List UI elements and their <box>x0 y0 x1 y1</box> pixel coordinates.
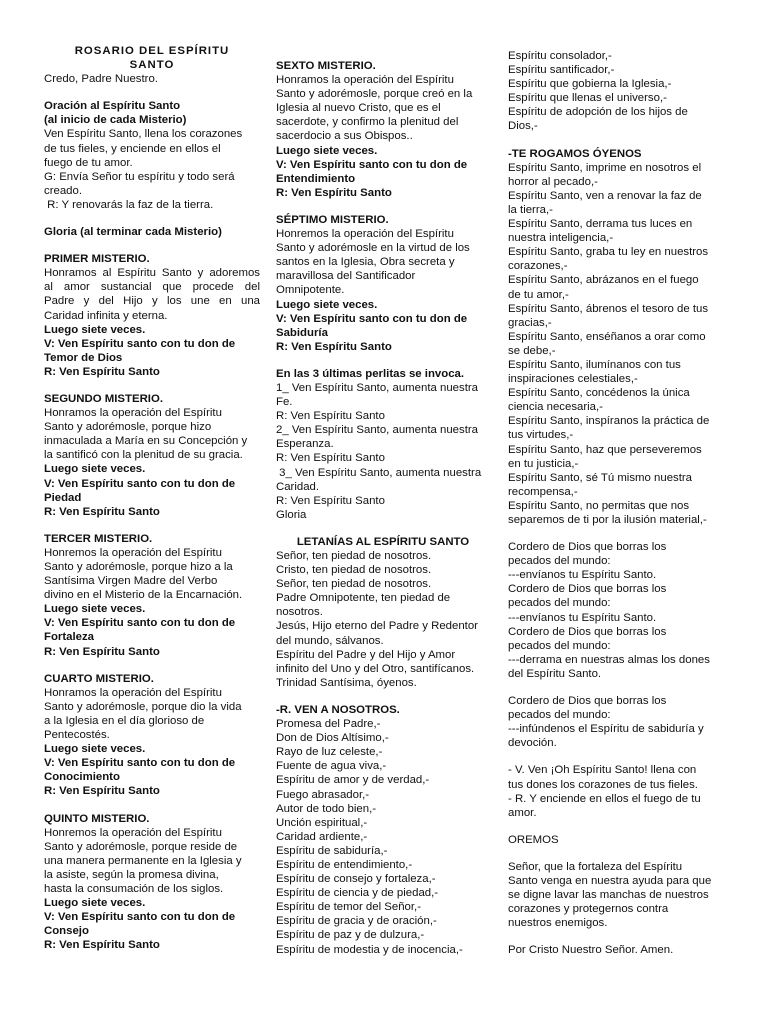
versicle-don: Fortaleza <box>44 631 95 644</box>
petition-line: recompensa,- <box>508 485 578 498</box>
misterio-text-line: Padre y del Hijo y los une en una <box>44 295 260 308</box>
misterio-text-line: Santo y adorémosle, porque hizo <box>44 421 212 434</box>
petition-line: Espíritu Santo, inspíranos la práctica de <box>508 415 710 428</box>
petition-line: Espíritu Santo, haz que perseveremos <box>508 443 702 456</box>
versicle: V: Ven Espíritu santo con tu don de <box>44 477 236 490</box>
letanias-line: Trinidad Santísima, óyenos. <box>276 676 417 689</box>
cordero-line: pecados del mundo: <box>508 555 611 568</box>
oracion-subheading: (al inicio de cada Misterio) <box>44 114 187 127</box>
petition-line: horror al pecado,- <box>508 175 598 188</box>
misterio-text-line: una manera permanente en la Iglesia y <box>44 854 242 867</box>
cordero-line: del Espíritu Santo. <box>508 667 602 680</box>
invocation-line: Espíritu santificador,- <box>508 64 615 77</box>
document-title-line2: SANTO <box>129 59 175 72</box>
misterio-text-line: hasta la consumación de los siglos. <box>44 882 224 895</box>
perlitas-line: 2_ Ven Espíritu Santo, aumenta nuestra <box>276 424 478 437</box>
petition-line: Espíritu Santo, ilumínanos con tus <box>508 358 681 371</box>
perlitas-line: 1_ Ven Espíritu Santo, aumenta nuestra <box>276 381 478 394</box>
luego-siete-veces: Luego siete veces. <box>44 897 146 910</box>
letanias-line: nosotros. <box>276 606 323 619</box>
versicle-don: Consejo <box>44 925 89 938</box>
invocation-line: Promesa del Padre,- <box>276 718 381 731</box>
response: R: Ven Espíritu Santo <box>44 645 160 658</box>
misterio-text-line: Honramos al Espíritu Santo y adoremos <box>44 267 260 280</box>
versicle: V: Ven Espíritu santo con tu don de <box>44 617 236 630</box>
closing-line: Por Cristo Nuestro Señor. Amen. <box>508 944 674 957</box>
petition-line: en tu justicia,- <box>508 457 579 470</box>
petition-line: nuestra inteligencia,- <box>508 232 614 245</box>
invocation-line: Fuego abrasador,- <box>276 788 370 801</box>
versicle-response-line: tus dones los corazones de tus fieles. <box>508 778 698 791</box>
luego-siete-veces: Luego siete veces. <box>44 323 146 336</box>
segundo-misterio-heading: SEGUNDO MISTERIO. <box>44 392 163 405</box>
misterio-text-line: Santo y adorémosle en la virtud de los <box>276 242 470 255</box>
luego-siete-veces: Luego siete veces. <box>276 144 378 157</box>
versicle-response-line: amor. <box>508 806 537 819</box>
petition-line: Espíritu Santo, enséñanos a orar como <box>508 330 706 343</box>
invocation-line: Autor de todo bien,- <box>276 802 377 815</box>
septimo-misterio-heading: SÉPTIMO MISTERIO. <box>276 213 389 226</box>
petition-line: Espíritu Santo, sé Tú mismo nuestra <box>508 471 693 484</box>
invocation-line: Espíritu de sabiduría,- <box>276 844 388 857</box>
tercer-misterio-heading: TERCER MISTERIO. <box>44 532 153 545</box>
invocation-line: Espíritu de temor del Señor,- <box>276 901 421 914</box>
misterio-text-line: santos en la Iglesia, Obra secreta y <box>276 256 455 269</box>
response: R: Ven Espíritu Santo <box>44 365 160 378</box>
cordero-line: ---derrama en nuestras almas los dones <box>508 653 710 666</box>
sexto-misterio-heading: SEXTO MISTERIO. <box>276 60 376 72</box>
intro-text: Credo, Padre Nuestro. <box>44 73 158 86</box>
cordero-line: ---infúndenos el Espíritu de sabiduría y <box>508 723 704 736</box>
versicle-don: Conocimiento <box>44 771 120 784</box>
cordero-line: Cordero de Dios que borras los <box>508 695 667 708</box>
response: R: Ven Espíritu Santo <box>44 785 160 798</box>
letanias-line: Padre Omnipotente, ten piedad de <box>276 592 451 605</box>
invocation-line: Espíritu consolador,- <box>508 50 612 62</box>
versicle-don: Temor de Dios <box>44 351 123 364</box>
cordero-line: ---envíanos tu Espíritu Santo. <box>508 569 657 582</box>
invocation-line: Caridad ardiente,- <box>276 830 368 843</box>
petition-line: ciencia necesaria,- <box>508 401 603 414</box>
response: R: Ven Espíritu Santo <box>44 505 160 518</box>
versicle: V: Ven Espíritu santo con tu don de <box>44 757 236 770</box>
perlitas-heading: En las 3 últimas perlitas se invoca. <box>276 367 465 380</box>
versicle-response-line: - R. Y enciende en ellos el fuego de tu <box>508 792 701 805</box>
perlitas-line: R: Ven Espíritu Santo <box>276 410 385 423</box>
misterio-text-line: Honramos la operación del Espíritu <box>276 74 454 87</box>
perlitas-line: 3_ Ven Espíritu Santo, aumenta nuestra <box>276 466 482 479</box>
misterio-text-line: Honremos la operación del Espíritu <box>276 228 454 241</box>
versicle-don: Sabiduría <box>276 326 328 339</box>
petition-line: la tierra,- <box>508 203 553 216</box>
invocation-line: Espíritu de gracia y de oración,- <box>276 915 437 928</box>
misterio-text-line: la asiste, según la promesa divina, <box>44 868 219 881</box>
cordero-line: Cordero de Dios que borras los <box>508 583 667 596</box>
closing-prayer-line: nuestros enemigos. <box>508 917 608 930</box>
closing-prayer-line: Señor, que la fortaleza del Espíritu <box>508 860 683 873</box>
oracion-line: Ven Espíritu Santo, llena los corazones <box>44 128 243 141</box>
invocation-line: Rayo de luz celeste,- <box>276 746 383 759</box>
petition-line: de tu amor,- <box>508 288 569 301</box>
cuarto-misterio-heading: CUARTO MISTERIO. <box>44 672 154 685</box>
column-left <box>44 44 260 952</box>
petition-line: se debe,- <box>508 344 556 357</box>
closing-prayer-line: Santo venga en nuestra ayuda para que <box>508 874 712 887</box>
petition-line: Espíritu Santo, derrama tus luces en <box>508 218 693 231</box>
oremos-heading: OREMOS <box>508 833 559 846</box>
closing-prayer-line: corazones y protegernos contra <box>508 903 669 916</box>
petition-line: tus virtudes,- <box>508 429 574 442</box>
misterio-text-line: la santificó con la plenitud de su gracia. <box>44 449 243 462</box>
document-title: ROSARIO DEL ESPÍRITU <box>74 45 230 57</box>
letanias-line: Señor, ten piedad de nosotros. <box>276 578 432 591</box>
misterio-text-line: maravillosa del Santificador <box>276 270 416 283</box>
cordero-line: Cordero de Dios que borras los <box>508 541 667 554</box>
misterio-text-line: Honremos la operación del Espíritu <box>44 546 222 559</box>
oracion-line: fuego de tu amor. <box>44 156 133 169</box>
versicle: V: Ven Espíritu santo con tu don de <box>44 911 236 924</box>
perlitas-line: Fe. <box>276 396 293 409</box>
cordero-line: devoción. <box>508 737 557 750</box>
invocation-line: Espíritu de adopción de los hijos de <box>508 106 688 119</box>
petition-line: Espíritu Santo, graba tu ley en nuestros <box>508 246 709 259</box>
petition-line: Espíritu Santo, no permitas que nos <box>508 499 690 512</box>
perlitas-line: Caridad. <box>276 480 320 493</box>
misterio-text-line: al amor sustancial que procede del <box>44 281 260 294</box>
invocation-line: Espíritu de amor y de verdad,- <box>276 774 430 787</box>
misterio-text-line: Santo y adorémosle, porque reside de <box>44 840 238 853</box>
cordero-line: pecados del mundo: <box>508 639 611 652</box>
perlitas-line: R: Ven Espíritu Santo <box>276 494 385 507</box>
oracion-heading: Oración al Espíritu Santo <box>44 100 181 113</box>
misterio-text-line: divino en el Misterio de la Encarnación. <box>44 589 243 602</box>
letanias-line: infinito del Uno y del Otro, santifícanos. <box>276 662 475 675</box>
response: R: Ven Espíritu Santo <box>276 340 392 353</box>
letanias-line: Jesús, Hijo eterno del Padre y Redentor <box>276 620 478 633</box>
oracion-line: de tus fieles, y enciende en ellos el <box>44 142 221 155</box>
misterio-text-line: Honramos la operación del Espíritu <box>44 686 222 699</box>
ven-a-nosotros-heading: -R. VEN A NOSOTROS. <box>276 703 400 716</box>
misterio-text-line: Santo y adorémosle, porque hizo a la <box>44 561 233 573</box>
perlitas-line: R: Ven Espíritu Santo <box>276 452 385 465</box>
petition-line: inspiraciones celestiales,- <box>508 373 638 386</box>
invocation-line: Espíritu de consejo y fortaleza,- <box>276 873 436 886</box>
petition-line: gracias,- <box>508 316 552 329</box>
response: R: Ven Espíritu Santo <box>44 939 160 952</box>
petition-line: Espíritu Santo, ven a renovar la faz de <box>508 189 702 202</box>
invocation-line: Espíritu que gobierna la Iglesia,- <box>508 78 672 91</box>
versicle: V: Ven Espíritu santo con tu don de <box>276 312 468 325</box>
invocation-line: Espíritu que llenas el universo,- <box>508 92 667 105</box>
misterio-text-line: Santo y adorémosle, porque dio la vida <box>44 700 242 713</box>
quinto-misterio-heading: QUINTO MISTERIO. <box>44 812 150 825</box>
response: R: Ven Espíritu Santo <box>276 186 392 199</box>
gloria-heading: Gloria (al terminar cada Misterio) <box>44 226 222 239</box>
perlitas-line: Gloria <box>276 508 307 521</box>
invocation-line: Espíritu de ciencia y de piedad,- <box>276 887 439 900</box>
misterio-text-line: a la Iglesia en el día glorioso de <box>44 714 205 727</box>
oracion-line: G: Envía Señor tu espíritu y todo será <box>44 170 235 183</box>
misterio-text-line: Honramos la operación del Espíritu <box>44 407 222 420</box>
luego-siete-veces: Luego siete veces. <box>44 603 146 616</box>
perlitas-line: Esperanza. <box>276 438 334 451</box>
invocation-line: Don de Dios Altísimo,- <box>276 732 389 745</box>
petition-line: Espíritu Santo, imprime en nosotros el <box>508 161 702 174</box>
cordero-line: pecados del mundo: <box>508 709 611 722</box>
misterio-text-line: Omnipotente. <box>276 284 345 297</box>
misterio-text-line: Pentecostés. <box>44 729 110 742</box>
letanias-line: Espíritu del Padre y del Hijo y Amor <box>276 648 456 661</box>
oracion-line: R: Y renovarás la faz de la tierra. <box>44 198 214 211</box>
petition-line: Espíritu Santo, ábrenos el tesoro de tus <box>508 302 709 315</box>
letanias-line: Señor, ten piedad de nosotros. <box>276 550 432 562</box>
versicle: V: Ven Espíritu santo con tu don de <box>276 158 468 171</box>
luego-siete-veces: Luego siete veces. <box>44 463 146 476</box>
column-middle <box>276 59 490 957</box>
invocation-line: Dios,- <box>508 120 538 133</box>
invocation-line: Espíritu de paz y de dulzura,- <box>276 929 425 942</box>
misterio-text-line: sacerdocio a sus Obispos.. <box>276 130 413 143</box>
cordero-line: Cordero de Dios que borras los <box>508 625 667 638</box>
versicle-don: Entendimiento <box>276 172 356 185</box>
versicle-don: Piedad <box>44 491 82 504</box>
invocation-line: Fuente de agua viva,- <box>276 760 387 773</box>
letanias-heading: LETANÍAS AL ESPÍRITU SANTO <box>296 535 470 548</box>
misterio-text-line: sacerdote, y confirmo la plenitud del <box>276 116 459 129</box>
te-rogamos-heading: -TE ROGAMOS ÓYENOS <box>508 147 642 160</box>
petition-line: Espíritu Santo, abrázanos en el fuego <box>508 274 699 287</box>
misterio-text-line: Honremos la operación del Espíritu <box>44 826 222 839</box>
luego-siete-veces: Luego siete veces. <box>276 298 378 311</box>
versicle-response-line: - V. Ven ¡Oh Espíritu Santo! llena con <box>508 764 697 777</box>
petition-line: separemos de ti por la ilusión material,- <box>508 514 707 526</box>
misterio-text-line: Santísima Virgen Madre del Verbo <box>44 575 218 588</box>
misterio-text-line: Santo y adorémosle, porque creó en la <box>276 88 473 101</box>
versicle: V: Ven Espíritu santo con tu don de <box>44 337 236 350</box>
petition-line: corazones,- <box>508 260 568 273</box>
invocation-line: Unción espiritual,- <box>276 816 368 829</box>
column-right <box>508 49 730 957</box>
misterio-text-line: Iglesia al nuevo Cristo, que es el <box>276 102 441 115</box>
invocation-line: Espíritu de entendimiento,- <box>276 858 413 871</box>
closing-prayer-line: se digne lavar las manchas de nuestros <box>508 889 709 902</box>
misterio-text-line: inmaculada a María en su Concepción y <box>44 435 248 448</box>
primer-misterio-heading: PRIMER MISTERIO. <box>44 253 150 266</box>
petition-line: Espíritu Santo, concédenos la única <box>508 387 690 400</box>
letanias-line: del mundo, sálvanos. <box>276 634 384 647</box>
oracion-line: creado. <box>44 184 82 197</box>
luego-siete-veces: Luego siete veces. <box>44 743 146 756</box>
letanias-line: Cristo, ten piedad de nosotros. <box>276 564 432 577</box>
invocation-line: Espíritu de modestia y de inocencia,- <box>276 943 463 956</box>
cordero-line: pecados del mundo: <box>508 597 611 610</box>
misterio-text-line: Caridad infinita y eterna. <box>44 309 168 322</box>
cordero-line: ---envíanos tu Espíritu Santo. <box>508 611 657 624</box>
